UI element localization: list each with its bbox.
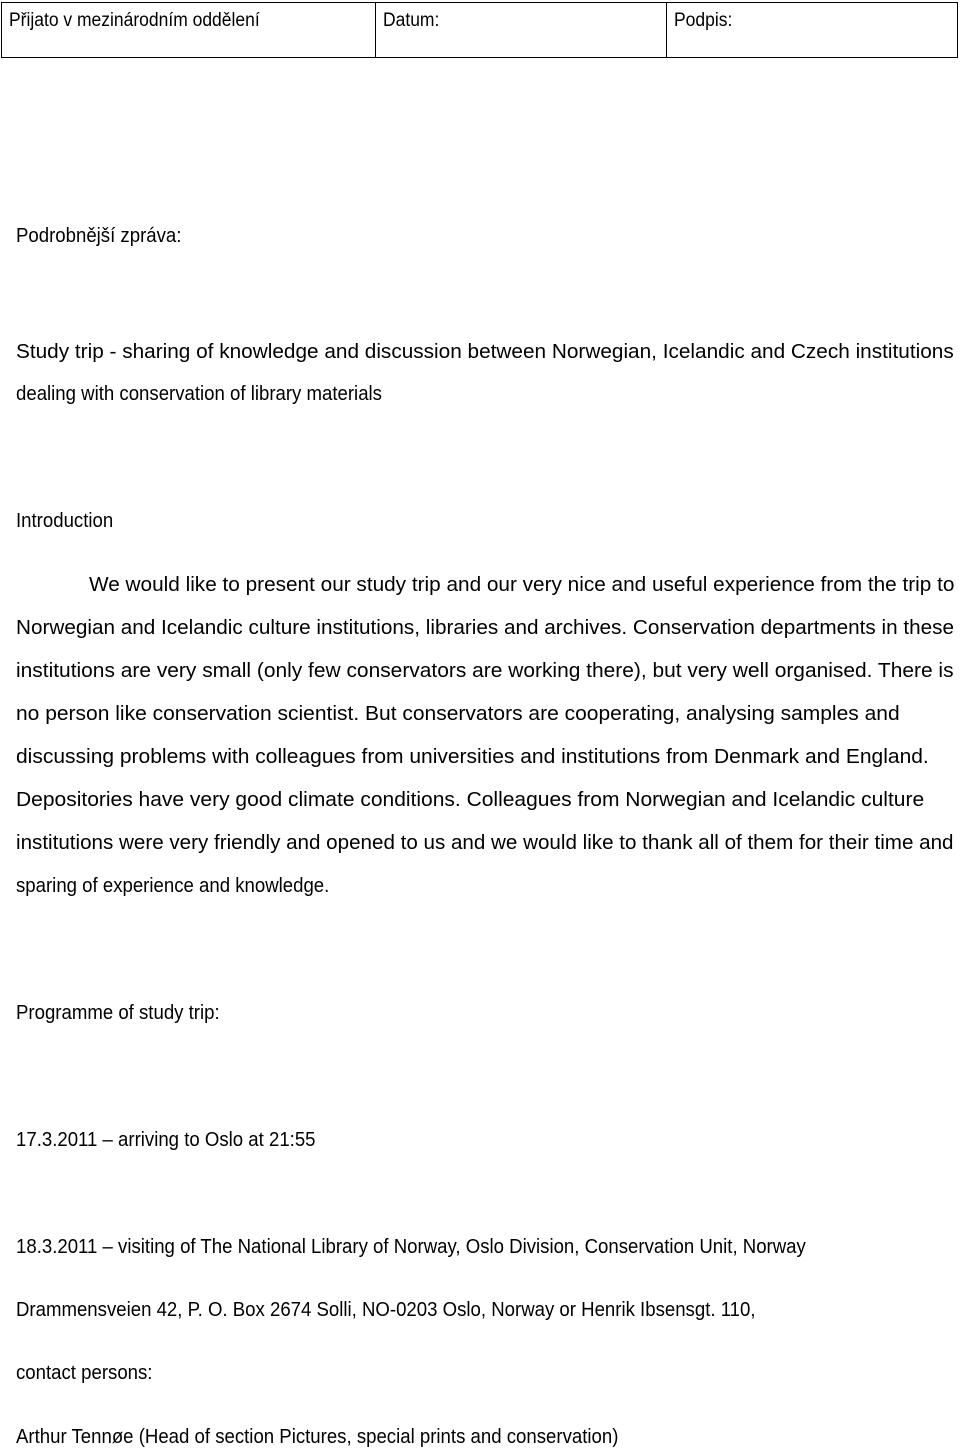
date-cell xyxy=(376,3,667,58)
signature-label: Podpis: xyxy=(674,10,733,31)
intro-heading: Introduction xyxy=(16,510,114,532)
programme-entry-2: 18.3.2011 – visiting of The National Library of Norway, Oslo Division, Conservation Unit, Norway xyxy=(16,1236,806,1258)
intro-line-2: Norwegian and Icelandic culture institutions, libraries and archives. Conservation departments in these xyxy=(16,617,955,639)
received-cell xyxy=(2,3,376,58)
contact-person: Arthur Tennøe (Head of section Pictures, special prints and conservation) xyxy=(16,1426,619,1448)
intro-line-5: discussing problems with colleagues from universities and institutions from Denmark and England. xyxy=(16,746,929,768)
signature-cell xyxy=(667,3,958,58)
date-label: Datum: xyxy=(383,10,440,31)
programme-entry-1: 17.3.2011 – arriving to Oslo at 21:55 xyxy=(16,1129,316,1151)
title-line-1: Study trip - sharing of knowledge and discussion between Norwegian, Icelandic and Czech institutions xyxy=(16,341,954,363)
intro-line-4: no person like conservation scientist. But conservators are cooperating, analysing samples and xyxy=(16,703,900,725)
intro-line-6: Depositories have very good climate conditions. Colleagues from Norwegian and Icelandic culture xyxy=(16,789,925,811)
header-row xyxy=(2,3,958,58)
detail-label: Podrobnější zpráva: xyxy=(16,225,182,247)
address-line: Drammensveien 42, P. O. Box 2674 Solli, NO-0203 Oslo, Norway or Henrik Ibsensgt. 110, xyxy=(16,1299,756,1321)
title-line-2: dealing with conservation of library materials xyxy=(16,383,382,405)
intro-line-3: institutions are very small (only few conservators are working there), but very well organised. There is xyxy=(16,660,954,682)
contact-label: contact persons: xyxy=(16,1362,153,1384)
intro-line-1: We would like to present our study trip and our very nice and useful experience from the trip to xyxy=(89,574,955,596)
header-table xyxy=(1,2,958,58)
intro-line-8: sparing of experience and knowledge. xyxy=(16,875,330,897)
received-label: Přijato v mezinárodním oddělení xyxy=(9,10,260,31)
intro-line-7: institutions were very friendly and opened to us and we would like to thank all of them for their time and xyxy=(16,832,954,854)
programme-heading: Programme of study trip: xyxy=(16,1002,220,1024)
